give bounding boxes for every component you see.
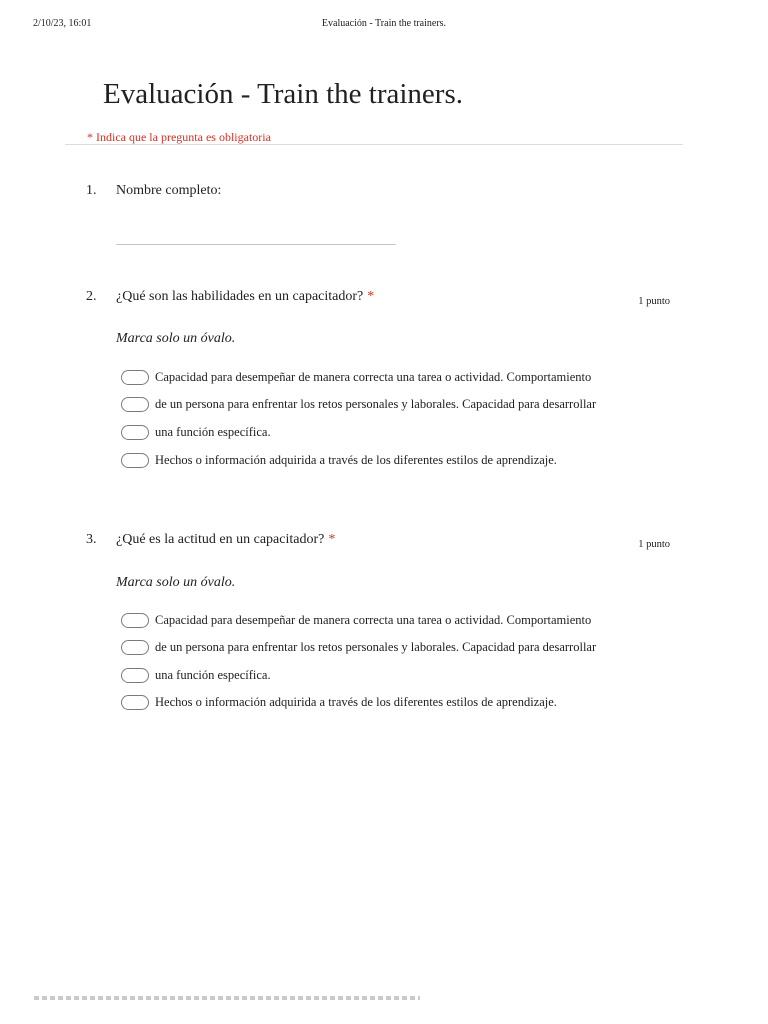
question-text: ¿Qué es la actitud en un capacitador? *: [116, 532, 336, 547]
option-label: de un persona para enfrentar los retos personales y laborales. Capacidad para desarrollar: [155, 397, 597, 411]
question-text: ¿Qué son las habilidades en un capacitador? *: [116, 289, 375, 304]
option-label: una función específica.: [155, 668, 271, 682]
option-label: una función específica.: [155, 425, 271, 439]
print-datetime: 2/10/23, 16:01: [33, 18, 92, 29]
question-number: 1.: [86, 183, 97, 198]
radio-oval[interactable]: [121, 640, 149, 655]
option-label: Capacidad para desempeñar de manera correcta una tarea o actividad. Comportamiento: [155, 613, 592, 627]
question-number: 3.: [86, 532, 97, 547]
option-label: de un persona para enfrentar los retos personales y laborales. Capacidad para desarrollar: [155, 640, 597, 654]
answer-line-field[interactable]: [116, 244, 396, 245]
required-asterisk: *: [367, 289, 375, 304]
option-label: Hechos o información adquirida a través de los diferentes estilos de aprendizaje.: [155, 453, 557, 467]
option-label: Capacidad para desempeñar de manera correcta una tarea o actividad. Comportamiento: [155, 370, 592, 384]
required-note: * Indica que la pregunta es obligatoria: [87, 130, 271, 144]
question-points: 1 punto: [638, 296, 670, 307]
radio-oval[interactable]: [121, 668, 149, 683]
radio-oval[interactable]: [121, 425, 149, 440]
print-header: [33, 18, 735, 32]
radio-oval[interactable]: [121, 397, 149, 412]
question-points: 1 punto: [638, 539, 670, 550]
header-divider: [65, 144, 683, 145]
radio-oval[interactable]: [121, 613, 149, 628]
option-label: Hechos o información adquirida a través de los diferentes estilos de aprendizaje.: [155, 695, 557, 709]
required-asterisk: *: [328, 532, 336, 547]
question-text: Nombre completo:: [116, 183, 222, 198]
radio-oval[interactable]: [121, 695, 149, 710]
print-footer-url: [34, 996, 420, 1000]
question-instructions: Marca solo un óvalo.: [116, 575, 236, 590]
print-page-title: Evaluación - Train the trainers.: [321, 18, 447, 29]
radio-oval[interactable]: [121, 370, 149, 385]
form-title: Evaluación - Train the trainers.: [103, 78, 463, 110]
question-number: 2.: [86, 289, 97, 304]
radio-oval[interactable]: [121, 453, 149, 468]
question-instructions: Marca solo un óvalo.: [116, 331, 236, 346]
